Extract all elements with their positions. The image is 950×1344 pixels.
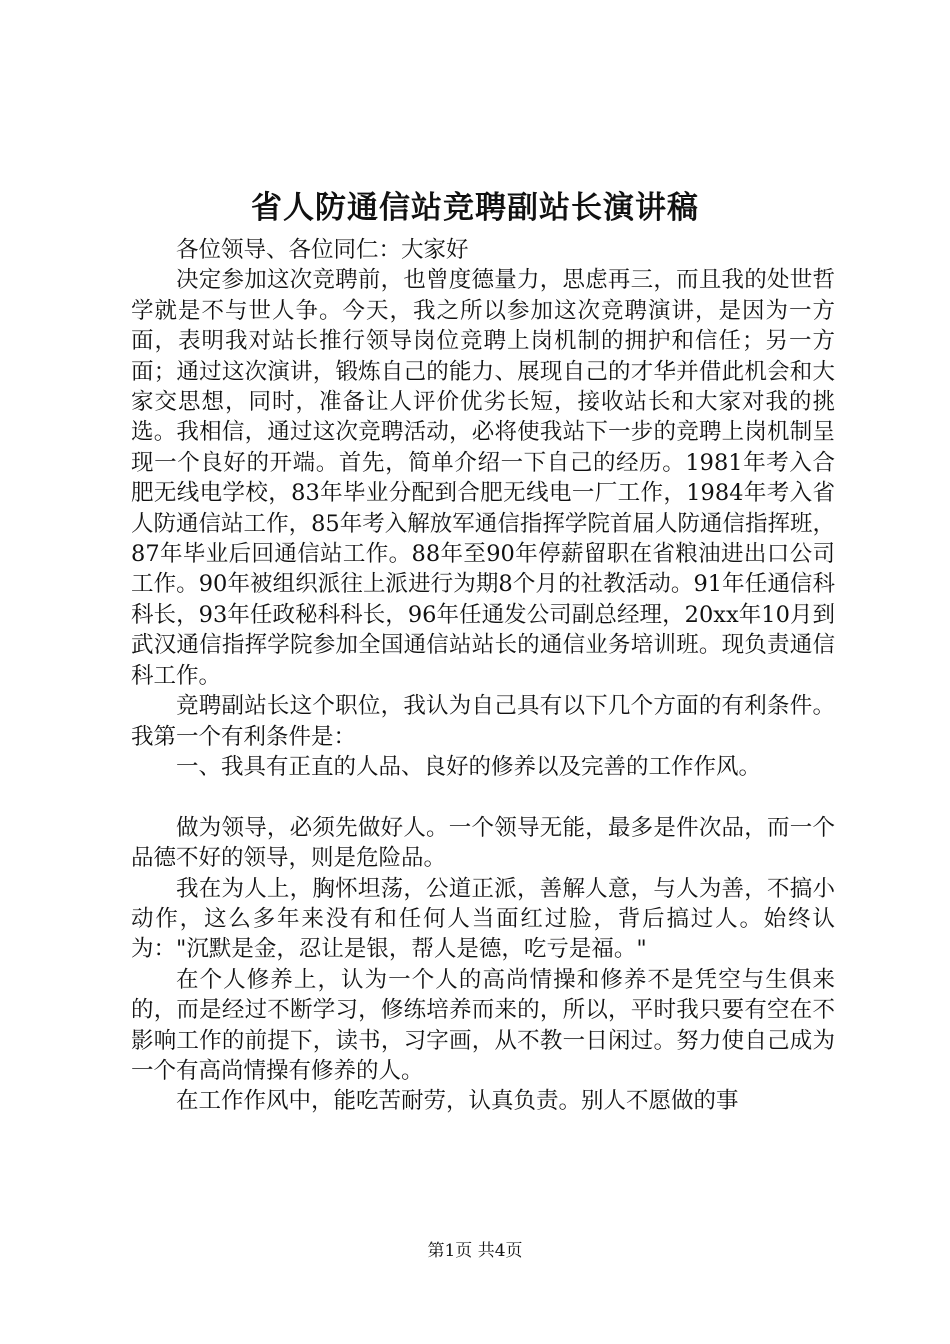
- body-paragraph: 我在为人上，胸怀坦荡，公道正派，善解人意，与人为善，不搞小动作，这么多年来没有和任何人当面红过脸，背后搞过人。始终认为："沉默是金，忍让是银，帮人是德，吃亏是福。": [131, 875, 835, 963]
- page-number-footer: 第1页 共4页: [427, 1241, 523, 1261]
- document-body: [131, 235, 835, 1117]
- body-paragraph: 在个人修养上，认为一个人的高尚情操和修养不是凭空与生俱来的，而是经过不断学习，修练培养而来的，所以，平时我只要有空在不影响工作的前提下，读书，习字画，从不教一日闲过。努力使自己成为一个有高尚情操有修养的人。: [131, 966, 835, 1084]
- body-paragraph: 决定参加这次竞聘前，也曾度德量力，思虑再三，而且我的处世哲学就是不与世人争。今天，我之所以参加这次竞聘演讲，是因为一方面，表明我对站长推行领导岗位竞聘上岗机制的拥护和信任；另一方面；通过这次演讲，锻炼自己的能力、展现自己的才华并借此机会和大家交思想，同时，准备让人评价优劣长短，接收站长和大家对我的挑选。我相信，通过这次竞聘活动，必将使我站下一步的竞聘上岗机制呈现一个良好的开端。首先，简单介绍一下自己的经历。1981年考入合肥无线电学校，83年毕业分配到合肥无线电一厂工作，1984年考入省人防通信站工作，85年考入解放军通信指挥学院首届人防通信指挥班，87年毕业后回通信站工作。88年至90年停薪留职在省粮油进出口公司工作。90年被组织派往上派进行为期8个月的社教活动。91年任通信科科长，93年任政秘科科长，96年任通发公司副总经理，20xx年10月到武汉通信指挥学院参加全国通信站站长的通信业务培训班。现负责通信科工作。: [131, 267, 835, 689]
- body-paragraph: 在工作作风中，能吃苦耐劳，认真负责。别人不愿做的事: [176, 1088, 739, 1115]
- body-paragraph: 竞聘副站长这个职位，我认为自己具有以下几个方面的有利条件。我第一个有利条件是：: [131, 693, 835, 750]
- greeting-paragraph: 各位领导、各位同仁：大家好: [176, 237, 469, 263]
- document-title: 省人防通信站竞聘副站长演讲稿: [251, 190, 699, 226]
- body-paragraph: 做为领导，必须先做好人。一个领导无能，最多是件次品，而一个品德不好的领导，则是危险品。: [131, 814, 835, 872]
- section-heading: 一、我具有正直的人品、良好的修养以及完善的工作作风。: [176, 753, 762, 780]
